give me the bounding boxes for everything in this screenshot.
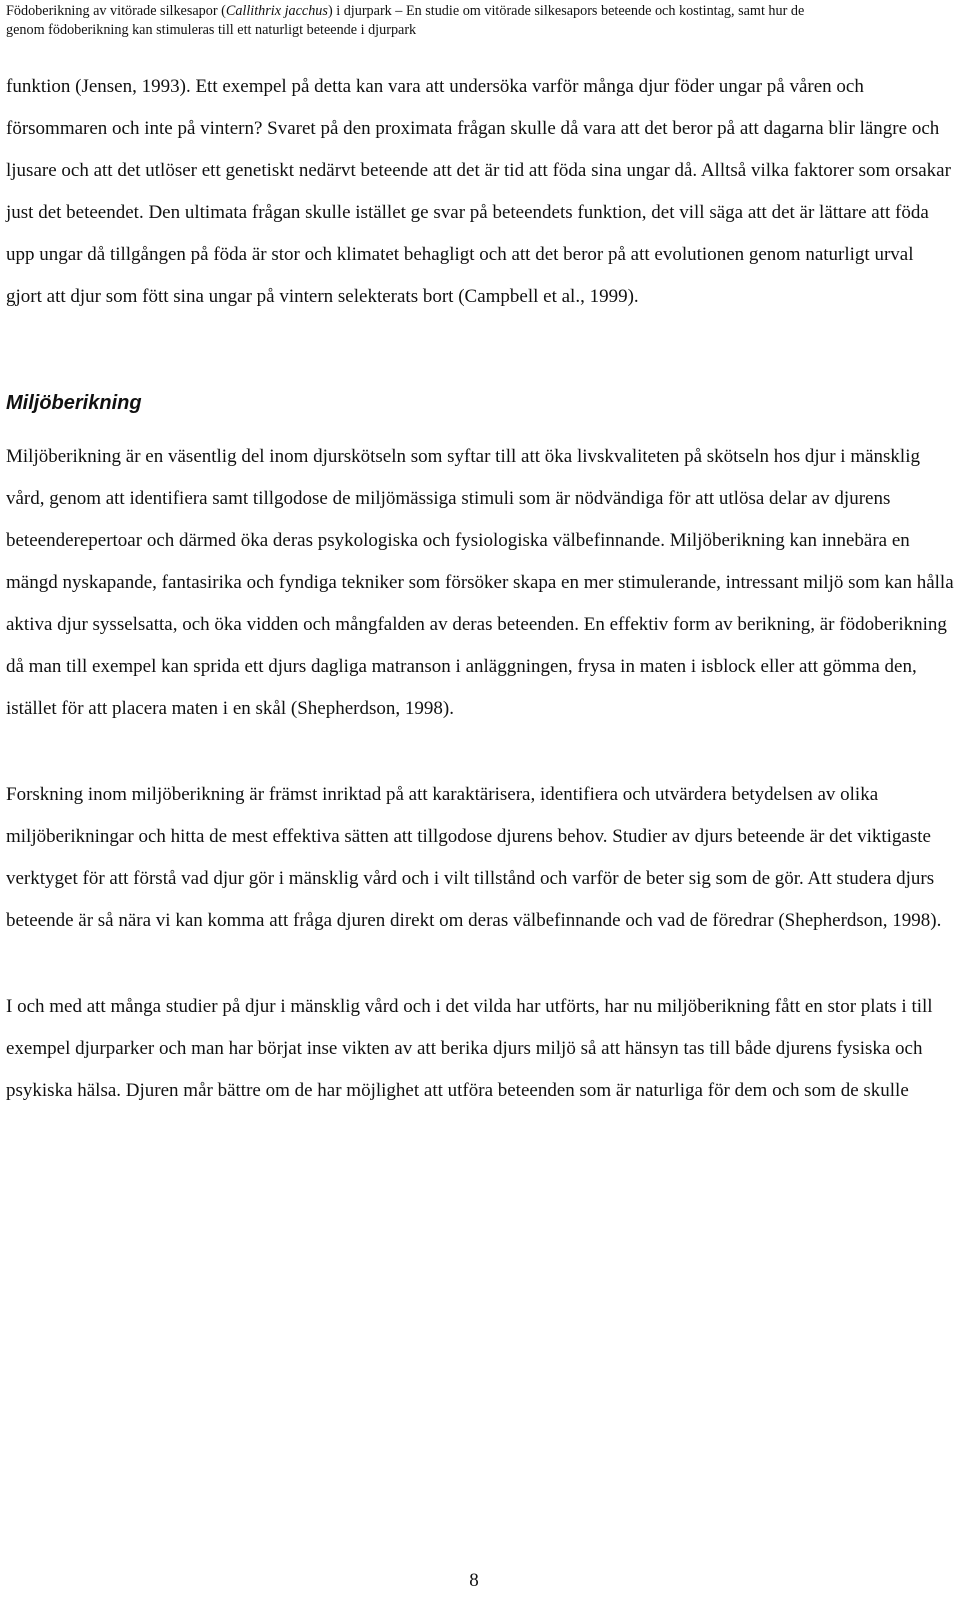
running-header <box>6 2 946 40</box>
page-number: 8 <box>469 1570 479 1591</box>
running-header-line-1 <box>6 2 946 21</box>
page-body <box>6 66 954 1112</box>
paragraph-djurparker: I och med att många studier på djur i mänsklig vård och i det vilda har utförts, har nu miljöberikning fått en stor plats i till exempel djurparker och man har börjat inse vikten av att berika djurs miljö så att hänsyn tas till både djurens fysiska och psykiska hälsa. Djuren mår bättre om de har möjlighet att utföra beteenden som är naturliga för dem och som de skulle <box>6 996 933 1101</box>
running-header-line-2: genom födoberikning kan stimuleras till ett naturligt beteende i djurpark <box>6 22 417 38</box>
header-text-part2: ) i djurpark – En studie om vitörade silkesapors beteende och kostintag, samt hur de <box>327 3 805 19</box>
section-heading-miljoberikning: Miljöberikning <box>6 392 142 414</box>
paragraph-forskning: Forskning inom miljöberikning är främst inriktad på att karaktärisera, identifiera och utvärdera betydelsen av olika miljöberikningar och hitta de mest effektiva sätten att tillgodose djurens behov. Studier av djurs beteende är det viktigaste verktyget för att förstå vad djur gör i mänsklig vård och i vilt tillstånd och varför de beter sig som de gör. Att studera djurs beteende är så nära vi kan komma att fråga djuren direkt om deras välbefinnande och vad de föredrar (Shepherdson, 1998). <box>6 784 942 931</box>
paragraph-miljoberikning-definition: Miljöberikning är en väsentlig del inom djurskötseln som syftar till att öka livskvaliteten på skötseln hos djur i mänsklig vård, genom att identifiera samt tillgodose de miljömässiga stimuli som är nödvändiga för att utlösa delar av djurens beteenderepertoar och därmed öka deras psykologiska och fysiologiska välbefinnande. Miljöberikning kan innebära en mängd nyskapande, fantasirika och fyndiga tekniker som försöker skapa en mer stimulerande, intressant miljö som kan hålla aktiva djur sysselsatta, och öka vidden och mångfalden av deras beteenden. En effektiv form av berikning, är födoberikning då man till exempel kan sprida ett djurs dagliga matranson i anläggningen, frysa in maten i isblock eller att gömma den, istället för att placera maten i en skål (Shepherdson, 1998). <box>6 446 954 719</box>
header-text-part1: Födoberikning av vitörade silkesapor ( <box>6 3 226 19</box>
header-species-italic: Callithrix jacchus <box>225 3 328 19</box>
paragraph-proximate-ultimate: funktion (Jensen, 1993). Ett exempel på detta kan vara att undersöka varför många djur föder ungar på våren och försommaren och inte på vintern? Svaret på den proximata frågan skulle då vara att det beror på att dagarna blir längre och ljusare och att det utlöser ett genetiskt nedärvt beteende att det är tid att föda sina ungar då. Alltså vilka faktorer som orsakar just det beteendet. Den ultimata frågan skulle istället ge svar på beteendets funktion, det vill säga att det är lättare att föda upp ungar då tillgången på föda är stor och klimatet behagligt och att det beror på att evolutionen genom naturligt urval gjort att djur som fött sina ungar på vintern selekterats bort (Campbell et al., 1999). <box>6 76 951 307</box>
